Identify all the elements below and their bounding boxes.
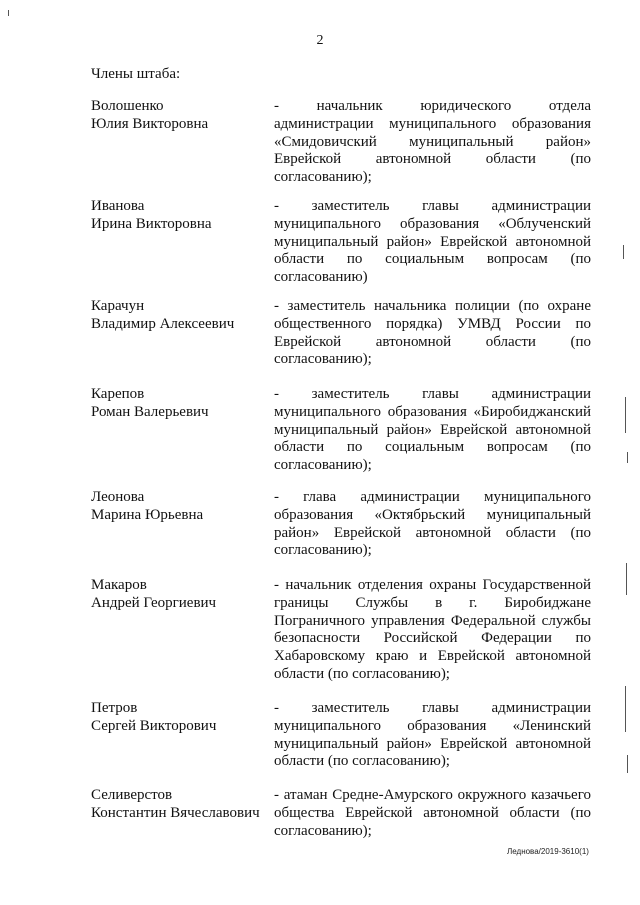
member-role: - атаман Средне-Амурского окружного казачьего общества Еврейской автономной области (по согласованию); <box>274 787 591 839</box>
member-given-names: Юлия Викторовна <box>91 115 209 132</box>
member-entry <box>91 386 591 496</box>
member-name <box>91 98 276 134</box>
member-given-names: Константин Вячеславович <box>91 804 260 821</box>
member-name <box>91 298 276 334</box>
member-entry <box>91 98 591 208</box>
member-name <box>91 198 276 234</box>
member-role: - заместитель главы администрации муниципального образования «Облученский муниципальный район» Еврейской автономной области по социальным вопросам (по согласованию) <box>274 198 591 286</box>
document-id: Леднова/2019-3610(1) <box>507 847 589 856</box>
member-role: - заместитель главы администрации муниципального образования «Ленинский муниципальный район» Еврейской автономной области (по согласованию); <box>274 700 591 770</box>
member-name <box>91 489 276 525</box>
member-surname: Селиверстов <box>91 787 173 803</box>
scan-mark <box>627 452 628 463</box>
member-surname: Волошенко <box>91 98 164 114</box>
member-entry <box>91 198 591 308</box>
member-given-names: Андрей Георгиевич <box>91 594 217 611</box>
member-surname: Макаров <box>91 577 147 593</box>
member-given-names: Роман Валерьевич <box>91 403 209 420</box>
member-entry <box>91 577 591 687</box>
member-role: - заместитель начальника полиции (по охране общественного порядка) УМВД России по Еврейской автономной области (по согласованию); <box>274 298 591 368</box>
member-name <box>91 700 276 736</box>
member-surname: Карепов <box>91 386 145 402</box>
member-given-names: Сергей Викторович <box>91 717 217 734</box>
member-surname: Иванова <box>91 198 145 214</box>
member-given-names: Марина Юрьевна <box>91 506 204 523</box>
scan-mark <box>8 10 9 16</box>
scan-mark <box>627 755 628 773</box>
member-role: - глава администрации муниципального образования «Октябрьский муниципальный район» Еврейской автономной области (по согласованию); <box>274 489 591 559</box>
scan-mark <box>625 686 626 732</box>
member-surname: Петров <box>91 700 138 716</box>
member-role: - начальник юридического отдела администрации муниципального образования «Смидовичский муниципальный район» Еврейской автономной области (по согласованию); <box>274 98 591 186</box>
member-entry <box>91 787 591 897</box>
scan-mark <box>626 563 627 595</box>
member-given-names: Ирина Викторовна <box>91 215 212 232</box>
member-role: - начальник отделения охраны Государственной границы Службы в г. Биробиджане Пограничного управления Федеральной службы безопасности Российской Федерации по Хабаровскому краю и Еврейской автономной области (по согласованию); <box>274 577 591 682</box>
member-surname: Карачун <box>91 298 145 314</box>
scan-mark <box>625 397 626 433</box>
member-given-names: Владимир Алексеевич <box>91 315 235 332</box>
section-title: Члены штаба: <box>91 66 181 82</box>
scan-mark <box>623 245 624 259</box>
member-name <box>91 386 276 422</box>
member-role: - заместитель главы администрации муниципального образования «Биробиджанский муниципальный район» Еврейской автономной области по социальным вопросам (по согласованию); <box>274 386 591 474</box>
member-name <box>91 787 276 823</box>
member-surname: Леонова <box>91 489 145 505</box>
member-name <box>91 577 276 613</box>
page-number: 2 <box>316 33 324 48</box>
